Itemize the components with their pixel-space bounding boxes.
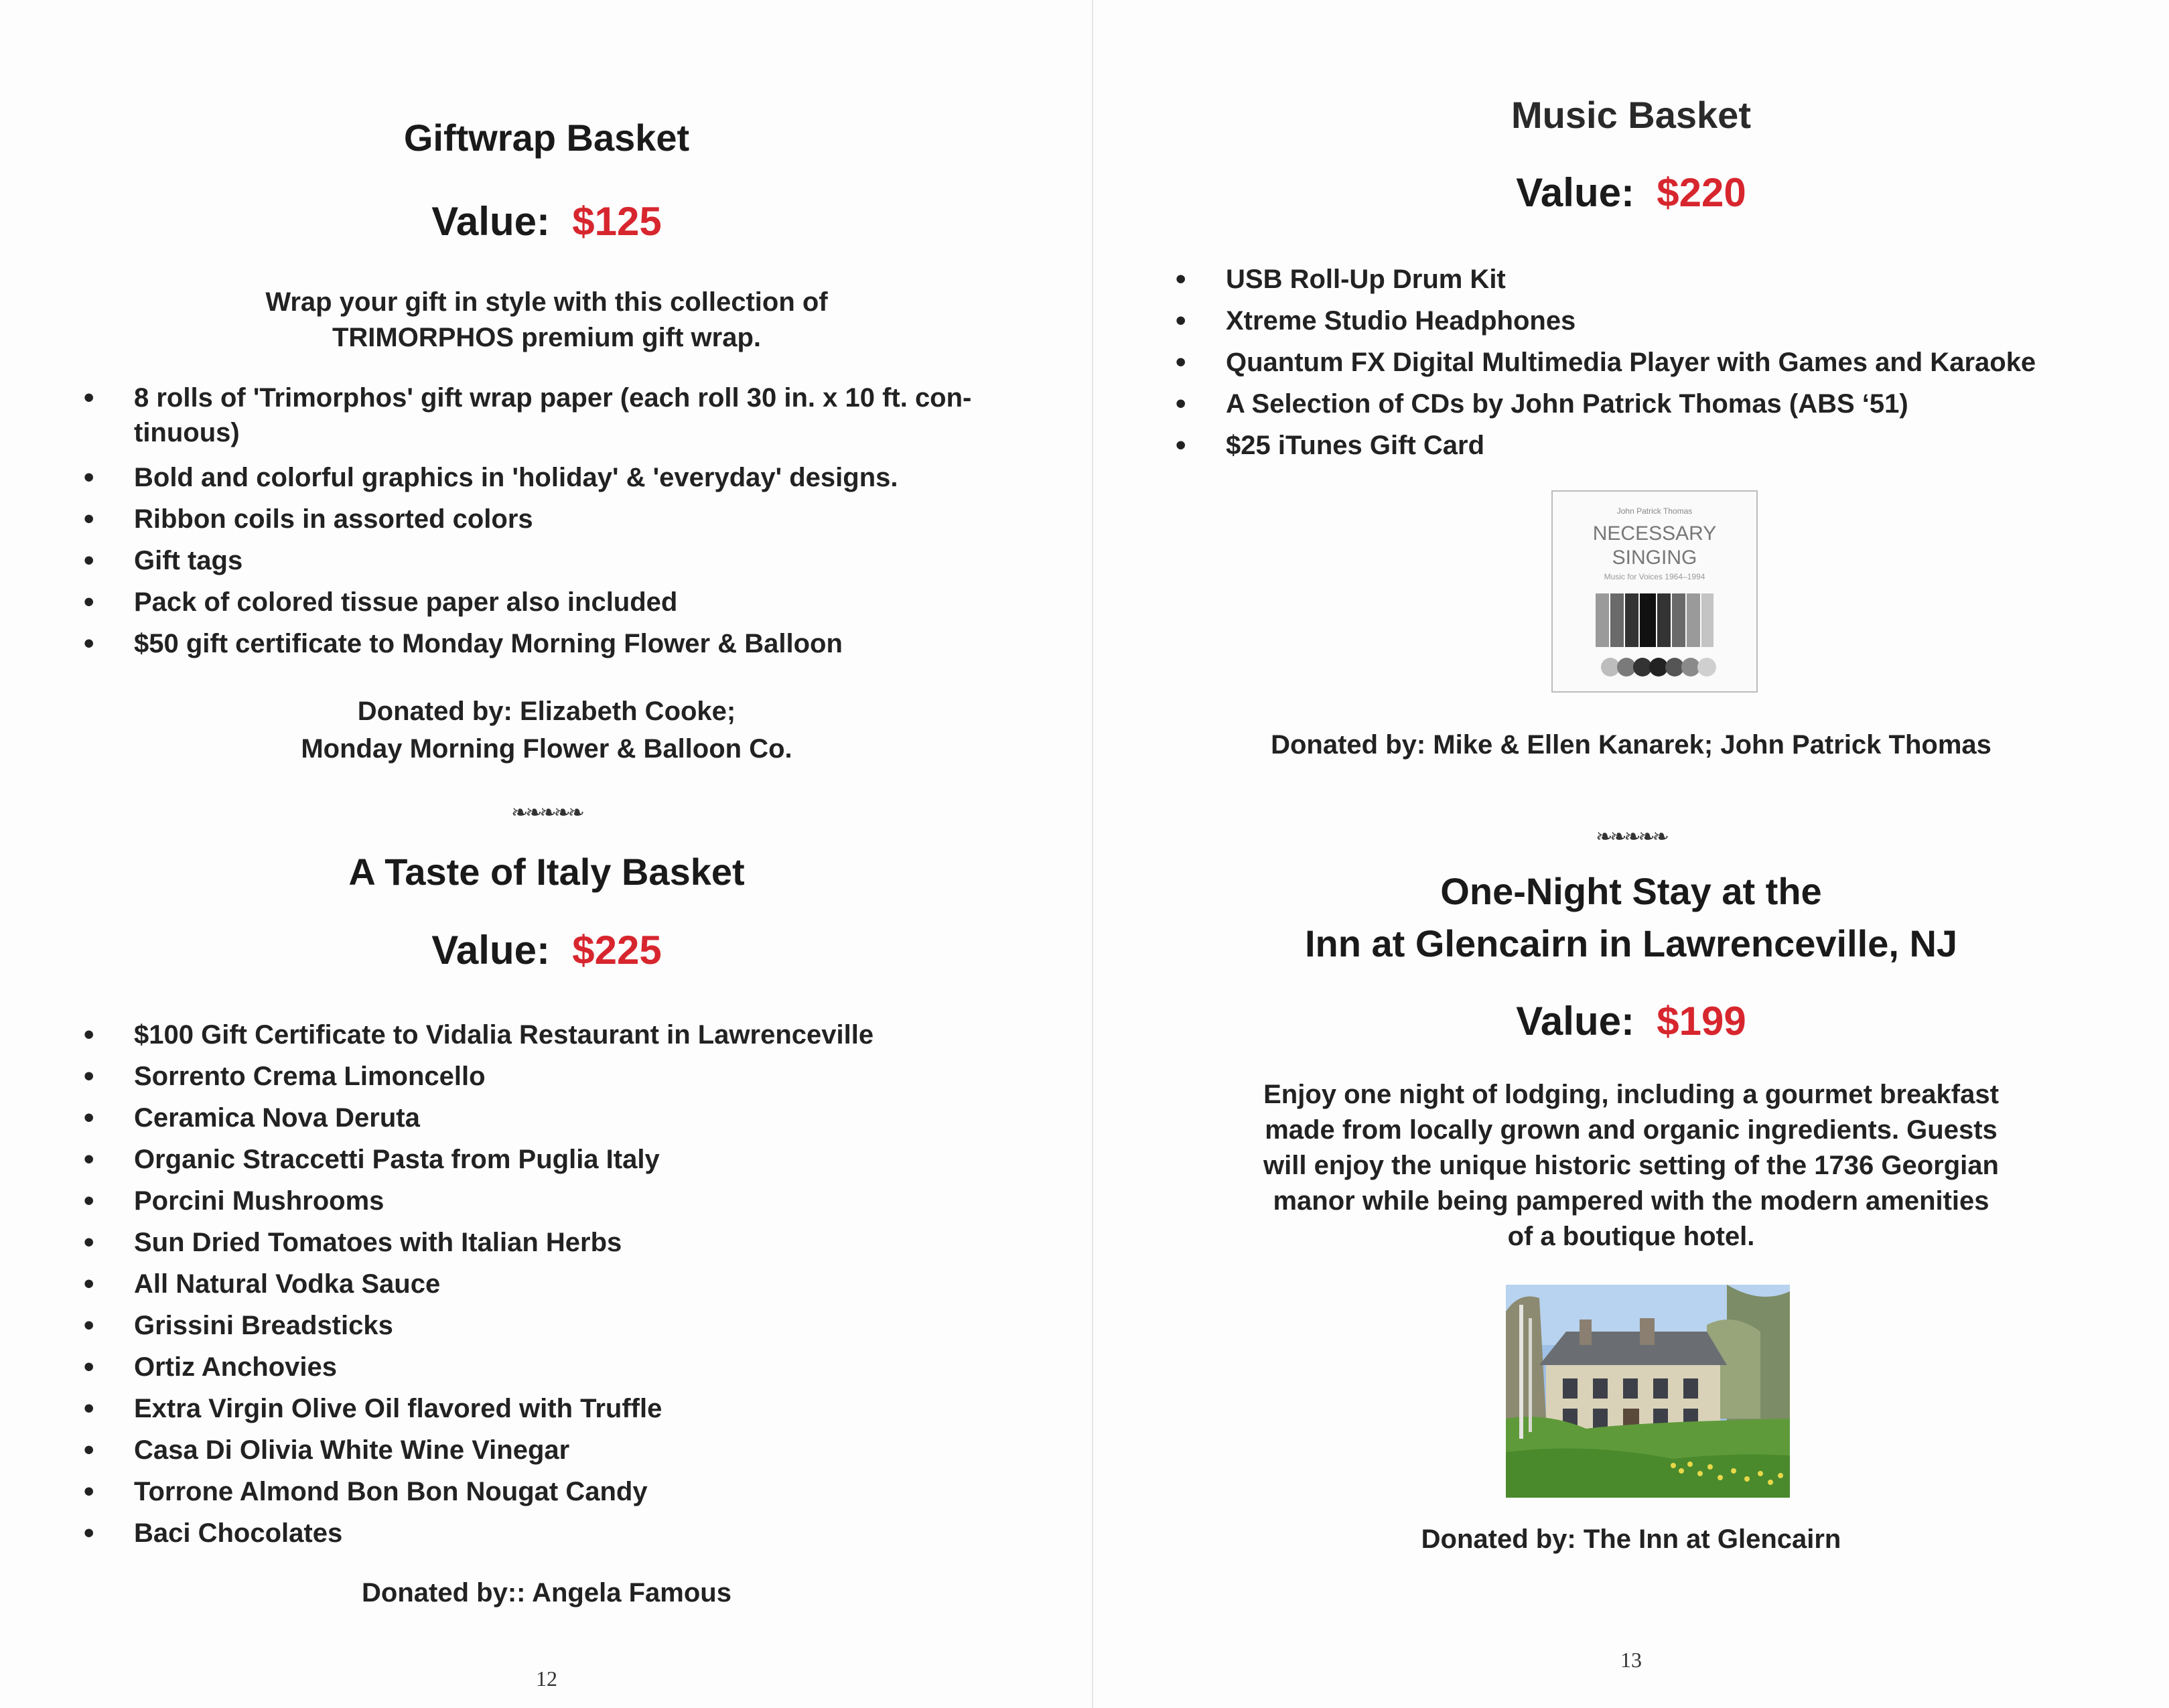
list-item: • Porcini Mushrooms bbox=[84, 1180, 1055, 1222]
list-item: • Organic Straccetti Pasta from Puglia Italy bbox=[84, 1139, 1055, 1180]
list-item: • Casa Di Olivia White Wine Vinegar bbox=[84, 1429, 1055, 1471]
giftwrap-title: Giftwrap Basket bbox=[403, 117, 690, 159]
value-amount: $199 bbox=[1657, 999, 1746, 1044]
description-line: manor while being pampered with the modern amenities bbox=[1273, 1186, 1989, 1216]
value-label: Value: bbox=[431, 928, 550, 973]
value-amount: $125 bbox=[572, 199, 662, 244]
list-item: • All Natural Vodka Sauce bbox=[84, 1263, 1055, 1305]
italy-donated: Donated by:: Angela Famous bbox=[362, 1578, 731, 1608]
music-title: Music Basket bbox=[1511, 94, 1751, 136]
list-item: • $50 gift certificate to Monday Morning Flower & Balloon bbox=[84, 623, 1022, 664]
inn-photo bbox=[1506, 1285, 1790, 1498]
giftwrap-description bbox=[0, 285, 1093, 356]
inn-description bbox=[1093, 1077, 2169, 1255]
list-item: • Pack of colored tissue paper also included bbox=[84, 581, 1022, 623]
page-number: 12 bbox=[536, 1666, 557, 1691]
list-item: • $25 iTunes Gift Card bbox=[1176, 425, 2147, 466]
cd-title-line: SINGING bbox=[1612, 547, 1697, 569]
page-number: 13 bbox=[1620, 1648, 1642, 1672]
list-item: • Quantum FX Digital Multimedia Player with Games and Karaoke bbox=[1176, 342, 2147, 383]
inn-donated: Donated by: The Inn at Glencairn bbox=[1421, 1524, 1841, 1554]
list-item: • Ribbon coils in assorted colors bbox=[84, 498, 1022, 540]
giftwrap-items bbox=[84, 380, 1022, 664]
italy-value bbox=[0, 927, 1093, 973]
italy-title: A Taste of Italy Basket bbox=[348, 851, 745, 893]
list-item: • Ortiz Anchovies bbox=[84, 1346, 1055, 1388]
list-item: • Bold and colorful graphics in 'holiday' & 'everyday' designs. bbox=[84, 457, 1022, 498]
italy-items bbox=[84, 1014, 1055, 1554]
giftwrap-value bbox=[0, 198, 1093, 244]
list-item: • $100 Gift Certificate to Vidalia Restaurant in Lawrenceville bbox=[84, 1014, 1055, 1056]
value-label: Value: bbox=[1516, 999, 1634, 1044]
donated-line: Monday Morning Flower & Balloon Co. bbox=[301, 734, 792, 764]
description-line: made from locally grown and organic ingredients. Guests bbox=[1265, 1115, 1998, 1145]
description-line: Enjoy one night of lodging, including a gourmet breakfast bbox=[1263, 1080, 1999, 1109]
description-line: of a boutique hotel. bbox=[1507, 1222, 1755, 1251]
ornament-divider: ❧❧❧❧❧ bbox=[1596, 826, 1667, 848]
donated-line: Donated by: Elizabeth Cooke; bbox=[357, 697, 736, 726]
list-item: • Ceramica Nova Deruta bbox=[84, 1097, 1055, 1139]
value-label: Value: bbox=[431, 199, 550, 244]
inn-value bbox=[1093, 998, 2169, 1044]
description-line: will enjoy the unique historic setting of the 1736 Georgian bbox=[1263, 1151, 1999, 1180]
cd-cover-image bbox=[1551, 490, 1758, 693]
list-item: • Sun Dried Tomatoes with Italian Herbs bbox=[84, 1222, 1055, 1263]
list-item: • Grissini Breadsticks bbox=[84, 1305, 1055, 1346]
list-item: • Gift tags bbox=[84, 540, 1022, 581]
list-item: • Xtreme Studio Headphones bbox=[1176, 300, 2147, 342]
ornament-divider: ❧❧❧❧❧ bbox=[511, 802, 582, 824]
music-value bbox=[1093, 169, 2169, 216]
inn-title-line: Inn at Glencairn in Lawrenceville, NJ bbox=[1304, 922, 1958, 965]
cd-title-line: NECESSARY bbox=[1592, 522, 1717, 545]
inn-title-line: One-Night Stay at the bbox=[1440, 870, 1822, 912]
value-label: Value: bbox=[1516, 170, 1634, 215]
list-item: • USB Roll-Up Drum Kit bbox=[1176, 259, 2147, 300]
cd-art-graphic bbox=[1553, 492, 1756, 691]
value-amount: $225 bbox=[572, 928, 662, 973]
list-item: • A Selection of CDs by John Patrick Thomas (ABS ‘51) bbox=[1176, 383, 2147, 425]
list-item: • Baci Chocolates bbox=[84, 1512, 1055, 1554]
description-line: Wrap your gift in style with this collection of bbox=[265, 287, 828, 317]
list-item: • Extra Virgin Olive Oil flavored with Truffle bbox=[84, 1388, 1055, 1429]
music-items bbox=[1176, 259, 2147, 466]
description-line: TRIMORPHOS premium gift wrap. bbox=[332, 323, 762, 352]
value-amount: $220 bbox=[1657, 170, 1746, 215]
list-item: • Sorrento Crema Limoncello bbox=[84, 1056, 1055, 1097]
list-item: • 8 rolls of 'Trimorphos' gift wrap paper (each roll 30 in. x 10 ft. con-tinuous) bbox=[84, 380, 1022, 450]
inn-title bbox=[1093, 865, 2169, 970]
giftwrap-donated bbox=[0, 693, 1093, 768]
music-donated: Donated by: Mike & Ellen Kanarek; John Patrick Thomas bbox=[1271, 730, 1991, 760]
cd-artist: John Patrick Thomas bbox=[1616, 506, 1693, 516]
cd-subtitle: Music for Voices 1964–1994 bbox=[1604, 572, 1705, 581]
list-item: • Torrone Almond Bon Bon Nougat Candy bbox=[84, 1471, 1055, 1512]
